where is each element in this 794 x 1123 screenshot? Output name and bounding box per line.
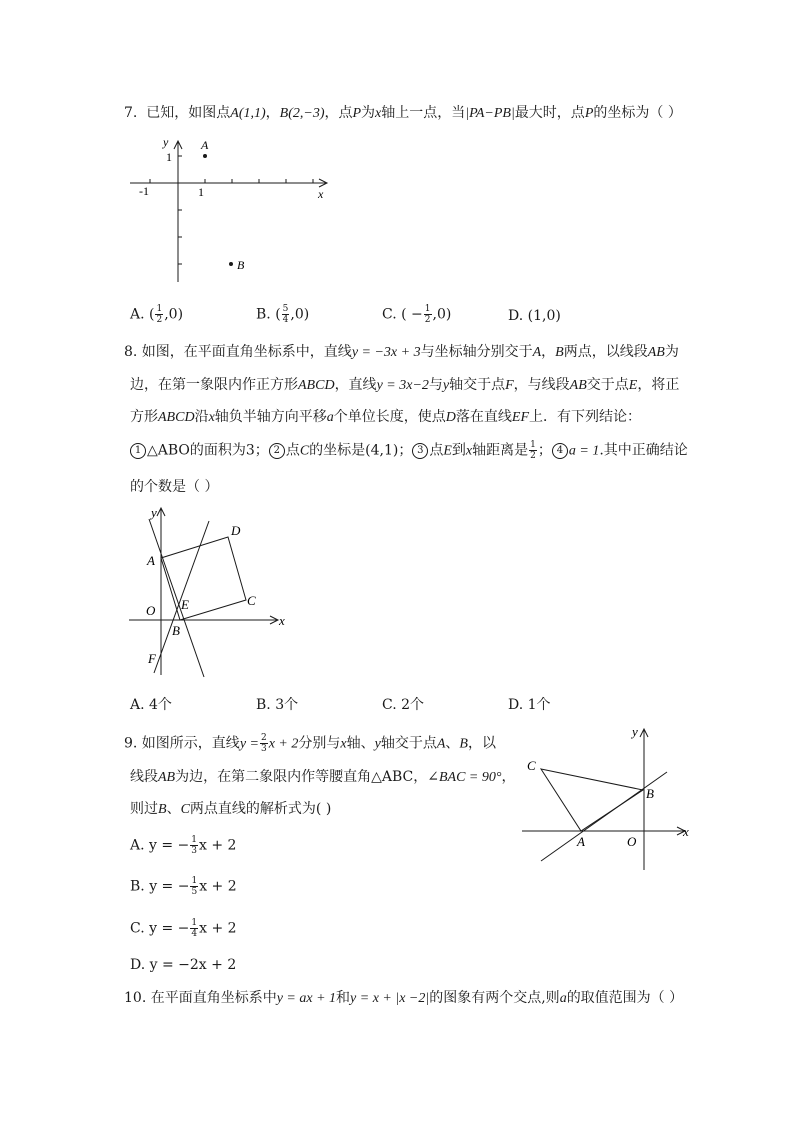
q9-option-c[interactable]: C. y = − $\frac{1}{4}$ x + 2 [130,918,237,939]
q9-y-label: y [632,724,638,739]
q8-option-a[interactable]: A. 4个 [130,697,172,713]
q8-line3: 方形ABCD沿x轴负半轴方向平移a个单位长度，使点D落在直线EF上．有下列结论： [130,409,642,425]
q8-option-c[interactable]: C. 2个 [382,697,425,713]
q9-option-d[interactable]: D. y = −2x + 2 [130,957,237,973]
q8-label-B: B [172,623,180,638]
q8-option-d[interactable]: D. 1个 [508,697,551,713]
q7-label-B: B [237,258,245,272]
q8-line-ab [149,519,204,677]
q8-label-F: F [148,651,156,666]
q7-x-label: x [318,187,324,201]
q7-option-b[interactable]: B. ( $\frac{5}{4}$ ,0) [256,304,310,325]
q9-label-B: B [646,786,654,801]
q9-option-a[interactable]: A. y = − $\frac{1}{3}$ x + 2 [130,835,237,856]
q8-line5: 的个数是（ ） [130,479,219,495]
q7-point-A [203,154,207,158]
q9-option-b[interactable]: B. y = − $\frac{1}{5}$ x + 2 [130,876,237,897]
q7-option-c[interactable]: C. ( − $\frac{1}{2}$ ,0) [382,304,452,325]
q8-label-D: D [231,523,241,538]
q7-point-B [229,262,233,266]
q8-figure [125,503,295,679]
q7-option-a[interactable]: A. ( $\frac{1}{2}$ ,0) [130,304,184,325]
q8-x-label: x [279,613,285,628]
q8-line2: 边，在第一象限内作正方形ABCD，直线y = 3x−2与y轴交于点F，与线段AB交于点E，将正 [130,377,680,393]
q7-stem: 7. 已知，如图点A(1,1)，B(2,−3)，点P为x轴上一点，当|PA−PB|最大时，点P的坐标为（ ） [124,105,682,121]
q9-figure [518,722,694,874]
q7-option-d[interactable]: D. (1,0) [508,308,561,324]
q7-tick-1y: 1 [166,150,172,164]
q8-label-A: A [147,553,155,568]
q7-label-A: A [201,138,209,152]
q9-x-label: x [683,824,689,839]
q7-figure [126,134,336,286]
q8-y-label: y [151,505,157,520]
q8-line1: 8. 如图，在平面直角坐标系中，直线y = −3x + 3与坐标轴分别交于A，B两点，以线段AB为 [124,344,679,360]
q7-tick-neg1: -1 [139,184,149,198]
q10-stem: 10. 在平面直角坐标系中y = ax + 1和y = x + |x −2|的图象有两个交点,则a的取值范围为（ ） [124,990,684,1006]
q9-label-O: O [627,834,637,849]
q8-label-E: E [181,597,189,612]
q7-y-label: y [163,135,169,149]
q9-label-A: A [577,834,585,849]
q7-tick-1x: 1 [198,185,204,199]
q9-line3: 则过B、C两点直线的解析式为( ) [130,801,332,817]
q8-option-b[interactable]: B. 3个 [256,697,299,713]
q8-label-C: C [247,593,256,608]
q8-label-O: O [146,603,156,618]
q9-line2: 线段AB为边，在第二象限内作等腰直角△ABC，∠BAC = 90°， [130,769,516,785]
q9-label-C: C [527,758,536,773]
q9-triangle [541,769,643,831]
q8-conclusions: 1 △ABO的面积为3； 2 点C的坐标是(4,1)； 3 点E到x轴距离是 $\frac{1}{2}$ ； 4 a = 1.其中正确结论 [130,440,688,462]
q8-square [161,537,246,620]
q9-line1: 9. 如图所示，直线y = $\frac{2}{3}$ x + 2分别与x轴、y轴交于点A、B，以 [124,733,496,754]
